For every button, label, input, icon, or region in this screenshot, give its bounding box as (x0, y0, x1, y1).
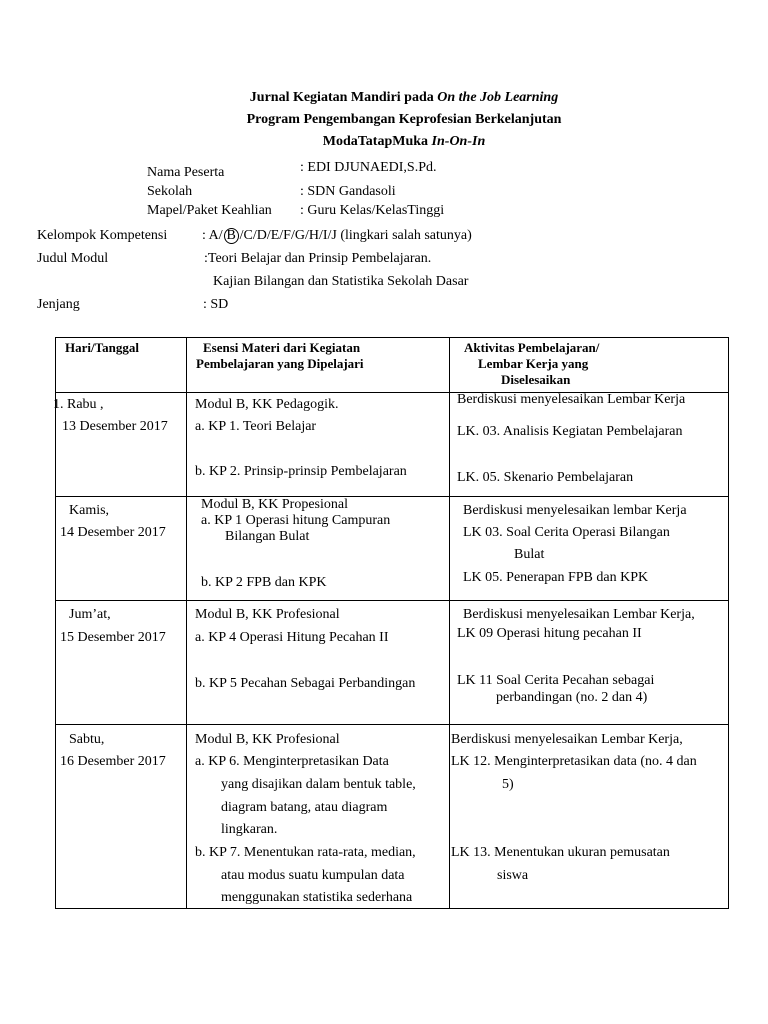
row4-item-b-line3: menggunakan statistika sederhana (221, 890, 413, 905)
row3-activity-1: Berdiskusi menyelesaikan Lembar Kerja, (463, 607, 695, 622)
name-label: Nama Peserta (147, 165, 225, 180)
row1-item-b: b. KP 2. Prinsip-prinsip Pembelajaran (195, 464, 407, 479)
subject-value: : Guru Kelas/KelasTinggi (300, 203, 445, 218)
module-label: Judul Modul (37, 251, 109, 266)
table-border-top (55, 337, 729, 338)
row4-date: 16 Desember 2017 (60, 754, 166, 769)
subject-label: Mapel/Paket Keahlian (147, 203, 272, 218)
group-label: Kelompok Kompetensi (37, 228, 168, 243)
journal-table (55, 337, 729, 909)
row4-activity-2: LK 12. Menginterpretasikan data (no. 4 dan (451, 754, 697, 769)
row4-activity-5: siswa (497, 868, 529, 883)
row1-day: 1. Rabu , (53, 397, 104, 412)
document-title (0, 90, 768, 106)
mode-text: ModaTatapMuka (322, 134, 432, 149)
row1-date: 13 Desember 2017 (62, 419, 168, 434)
row-divider-2 (55, 600, 729, 601)
group-value (202, 228, 472, 244)
row3-topic: Modul B, KK Profesional (195, 607, 340, 622)
row4-item-a: a. KP 6. Menginterpretasikan Data (195, 754, 389, 769)
row4-activity-3: 5) (502, 777, 514, 792)
row2-day: Kamis, (69, 503, 110, 518)
row3-item-a: a. KP 4 Operasi Hitung Pecahan II (195, 630, 389, 645)
row2-item-a-cont: Bilangan Bulat (225, 529, 310, 544)
module-value-1: :Teori Belajar dan Prinsip Pembelajaran. (204, 251, 432, 266)
level-label: Jenjang (37, 297, 80, 312)
row4-item-b: b. KP 7. Menentukan rata-rata, median, (195, 845, 416, 860)
row4-item-a-line2: yang disajikan dalam bentuk table, (221, 777, 416, 792)
column-divider-2 (449, 337, 450, 909)
mode-title (0, 134, 768, 150)
group-prefix: : A/ (202, 228, 223, 243)
row4-item-b-line2: atau modus suatu kumpulan data (221, 868, 405, 883)
row4-day: Sabtu, (69, 732, 105, 747)
title-text: Jurnal Kegiatan Mandiri pada (249, 90, 438, 105)
group-suffix: /C/D/E/F/G/H/I/J (lingkari salah satunya) (239, 228, 472, 243)
header-activity-1: Aktivitas Pembelajaran/ (464, 340, 600, 355)
row4-activity-4: LK 13. Menentukan ukuran pemusatan (451, 845, 670, 860)
column-divider-1 (186, 337, 187, 909)
school-label: Sekolah (147, 184, 193, 199)
mode-emphasis: In-On-In (431, 134, 486, 149)
table-border-left (55, 337, 56, 909)
row4-item-a-line4: lingkaran. (221, 822, 278, 837)
row2-item-b: b. KP 2 FPB dan KPK (201, 575, 327, 590)
row1-topic: Modul B, KK Pedagogik. (195, 397, 339, 412)
header-day: Hari/Tanggal (65, 340, 139, 355)
row3-date: 15 Desember 2017 (60, 630, 166, 645)
header-material-2: Pembelajaran yang Dipelajari (196, 356, 364, 371)
row4-item-a-line3: diagram batang, atau diagram (221, 800, 388, 815)
row4-topic: Modul B, KK Profesional (195, 732, 340, 747)
row2-activity-1: Berdiskusi menyelesaikan lembar Kerja (463, 503, 687, 518)
row2-activity-2: LK 03. Soal Cerita Operasi Bilangan (463, 525, 670, 540)
row4-activity-1: Berdiskusi menyelesaikan Lembar Kerja, (451, 732, 683, 747)
header-activity-2: Lembar Kerja yang (478, 356, 589, 371)
row2-topic: Modul B, KK Propesional (201, 497, 348, 512)
row-divider-3 (55, 724, 729, 725)
row3-item-b: b. KP 5 Pecahan Sebagai Perbandingan (195, 676, 416, 691)
row-divider-1 (55, 496, 729, 497)
school-value: : SDN Gandasoli (300, 184, 396, 199)
row1-activity-1: Berdiskusi menyelesaikan Lembar Kerja (457, 392, 686, 407)
row3-activity-2: LK 09 Operasi hitung pecahan II (457, 626, 642, 641)
row1-activity-3: LK. 05. Skenario Pembelajaran (457, 470, 634, 485)
row2-activity-4: LK 05. Penerapan FPB dan KPK (463, 570, 649, 585)
row2-date: 14 Desember 2017 (60, 525, 166, 540)
module-value-2: Kajian Bilangan dan Statistika Sekolah Dasar (213, 274, 469, 289)
header-material-1: Esensi Materi dari Kegiatan (203, 340, 361, 355)
row1-activity-2: LK. 03. Analisis Kegiatan Pembelajaran (457, 424, 683, 439)
program-title: Program Pengembangan Keprofesian Berkelanjutan (246, 112, 562, 127)
row3-day: Jum’at, (69, 607, 111, 622)
name-value: : EDI DJUNAEDI,S.Pd. (300, 160, 437, 175)
row2-item-a: a. KP 1 Operasi hitung Campuran (201, 513, 391, 528)
title-emphasis: On the Job Learning (437, 90, 559, 105)
row3-activity-3: LK 11 Soal Cerita Pecahan sebagai (457, 673, 655, 688)
header-activity-3: Diselesaikan (501, 372, 571, 387)
row1-item-a: a. KP 1. Teori Belajar (195, 419, 317, 434)
level-value: : SD (203, 297, 229, 312)
row2-activity-3: Bulat (514, 547, 545, 562)
table-border-right (728, 337, 729, 909)
group-circled-option: B (224, 228, 239, 244)
row3-activity-4: perbandingan (no. 2 dan 4) (496, 690, 648, 705)
